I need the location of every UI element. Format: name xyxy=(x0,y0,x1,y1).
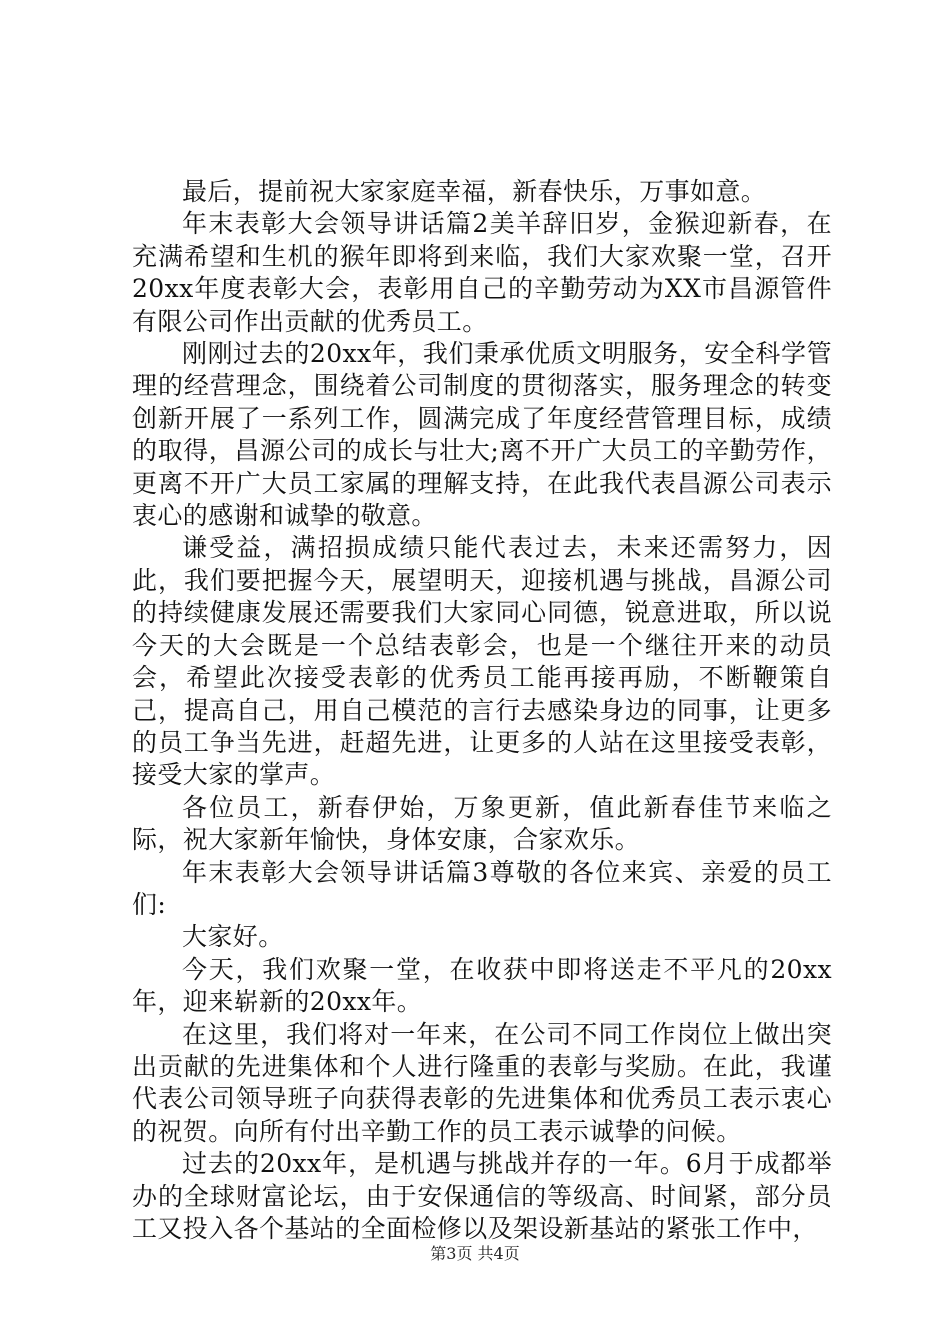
paragraph-closing-wishes: 最后，提前祝大家家庭幸福，新春快乐，万事如意。 xyxy=(182,177,767,206)
paragraph-past-year-challenges: 过去的20xx年，是机遇与挑战并存的一年。6月于成都举办的全球财富论坛，由于安保通信的等级高、时间紧，部分员工又投入各个基站的全面检修以及架设新基站的紧张工作中， xyxy=(132,1149,832,1243)
paragraph-past-year-review: 刚刚过去的20xx年，我们秉承优质文明服务，安全科学管理的经营理念，围绕着公司制度的贯彻落实，服务理念的转变创新开展了一系列工作，圆满完成了年度经营管理目标，成绩的取得，昌源公司的成长与壮大;离不开广大员工的辛勤劳作，更离不开广大员工家属的理解支持，在此我代表昌源公司表示衷心的感谢和诚挚的敬意。 xyxy=(132,339,832,531)
paragraph-speech-2-opening: 年末表彰大会领导讲话篇2美羊辞旧岁，金猴迎新春，在充满希望和生机的猴年即将到来临，我们大家欢聚一堂，召开20xx年度表彰大会，表彰用自己的辛勤劳动为XX市昌源管件有限公司作出贡献的优秀员工。 xyxy=(132,209,832,336)
paragraph-new-year-wishes: 各位员工，新春伊始，万象更新，值此新春佳节来临之际，祝大家新年愉快，身体安康，合家欢乐。 xyxy=(132,792,832,855)
paragraph-commendation: 在这里，我们将对一年来，在公司不同工作岗位上做出突出贡献的先进集体和个人进行隆重的表彰与奖励。在此，我谨代表公司领导班子向获得表彰的先进集体和优秀员工表示衷心的祝贺。向所有付出辛勤工作的员工表示诚挚的问候。 xyxy=(132,1019,832,1146)
body-text xyxy=(132,176,832,1245)
paragraph-gathering: 今天，我们欢聚一堂，在收获中即将送走不平凡的20xx年，迎来崭新的20xx年。 xyxy=(132,954,832,1017)
paragraph-future-outlook: 谦受益，满招损成绩只能代表过去，未来还需努力，因此，我们要把握今天，展望明天，迎接机遇与挑战，昌源公司的持续健康发展还需要我们大家同心同德，锐意进取，所以说今天的大会既是一个总结表彰会，也是一个继往开来的动员会，希望此次接受表彰的优秀员工能再接再励，不断鞭策自己，提高自己，用自己模范的言行去感染身边的同事，让更多的员工争当先进，赶超先进，让更多的人站在这里接受表彰，接受大家的掌声。 xyxy=(132,533,832,790)
page-number-footer: 第3页 共4页 xyxy=(430,1244,520,1263)
paragraph-greeting: 大家好。 xyxy=(182,922,284,952)
paragraph-speech-3-opening: 年末表彰大会领导讲话篇3尊敬的各位来宾、亲爱的员工们: xyxy=(132,857,832,919)
